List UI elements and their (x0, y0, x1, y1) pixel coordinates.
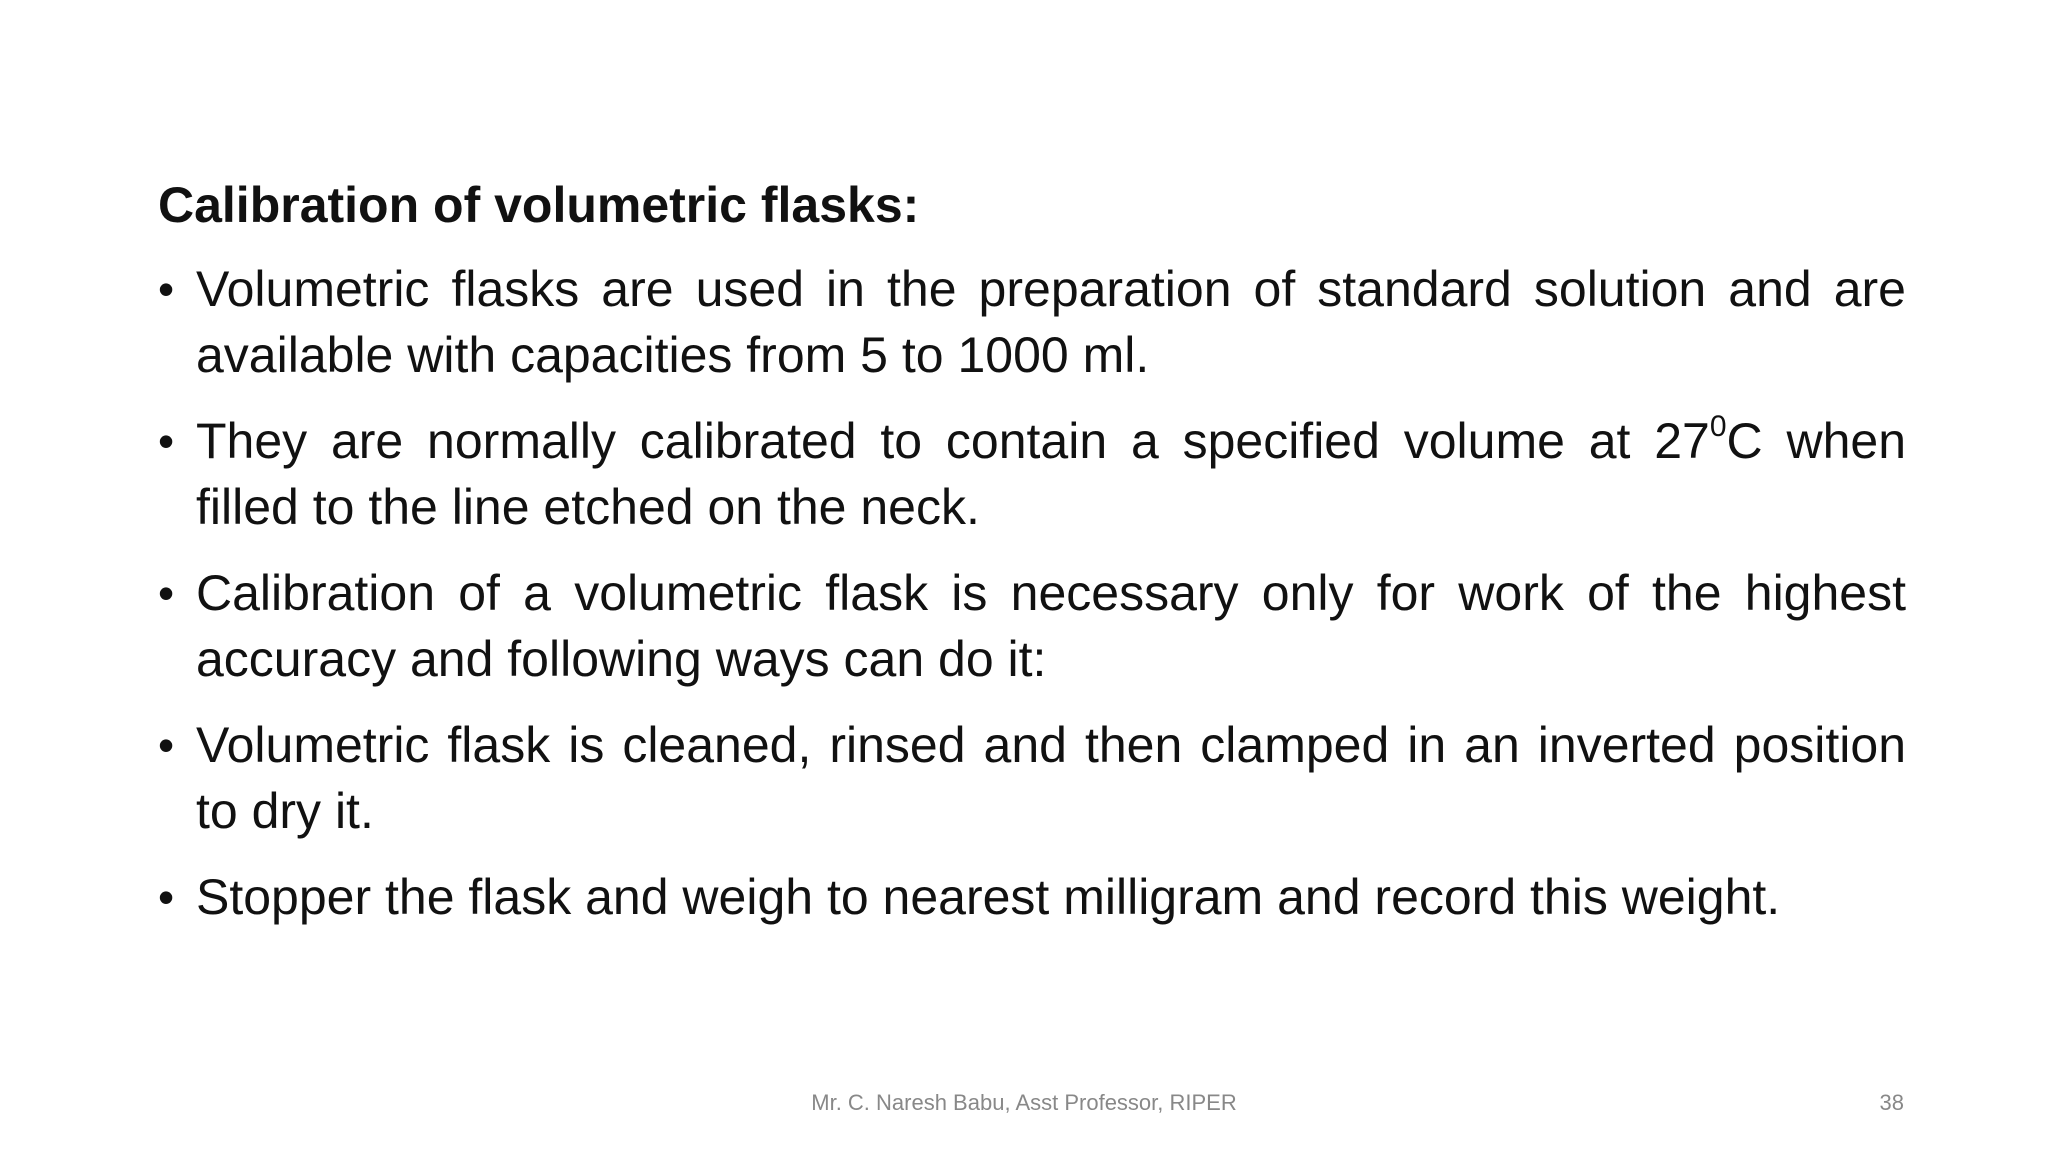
bullet-item (158, 408, 1906, 540)
bullet-item (158, 560, 1906, 692)
degree-superscript: 0 (1709, 410, 1727, 443)
page-number: 38 (1879, 1090, 1904, 1115)
bullet-dot: • (158, 567, 175, 619)
bullet-dot: • (158, 719, 175, 771)
bullet-list (158, 256, 1906, 950)
bullet-dot: • (158, 263, 175, 315)
bullet-text-before: They are normally calibrated to contain a specified volume at 27 (196, 413, 1710, 469)
bullet-text: Volumetric flasks are used in the preparation of standard solution and are available with capacities from 5 to 1000 ml. (196, 261, 1906, 383)
footer-author: Mr. C. Naresh Babu, Asst Professor, RIPER (811, 1090, 1237, 1115)
bullet-text: Volumetric flask is cleaned, rinsed and then clamped in an inverted position to dry it. (196, 717, 1906, 839)
bullet-item (158, 712, 1906, 844)
bullet-text: Stopper the flask and weigh to nearest milligram and record this weight. (196, 869, 1781, 925)
bullet-item (158, 864, 1906, 930)
bullet-dot: • (158, 871, 175, 923)
bullet-text-after: C when filled to the line etched on the neck. (196, 413, 1906, 535)
slide-title: Calibration of volumetric flasks: (158, 177, 920, 233)
bullet-dot: • (158, 415, 175, 467)
bullet-text: Calibration of a volumetric flask is necessary only for work of the highest accuracy and following ways can do it: (196, 565, 1906, 687)
bullet-item (158, 256, 1906, 388)
